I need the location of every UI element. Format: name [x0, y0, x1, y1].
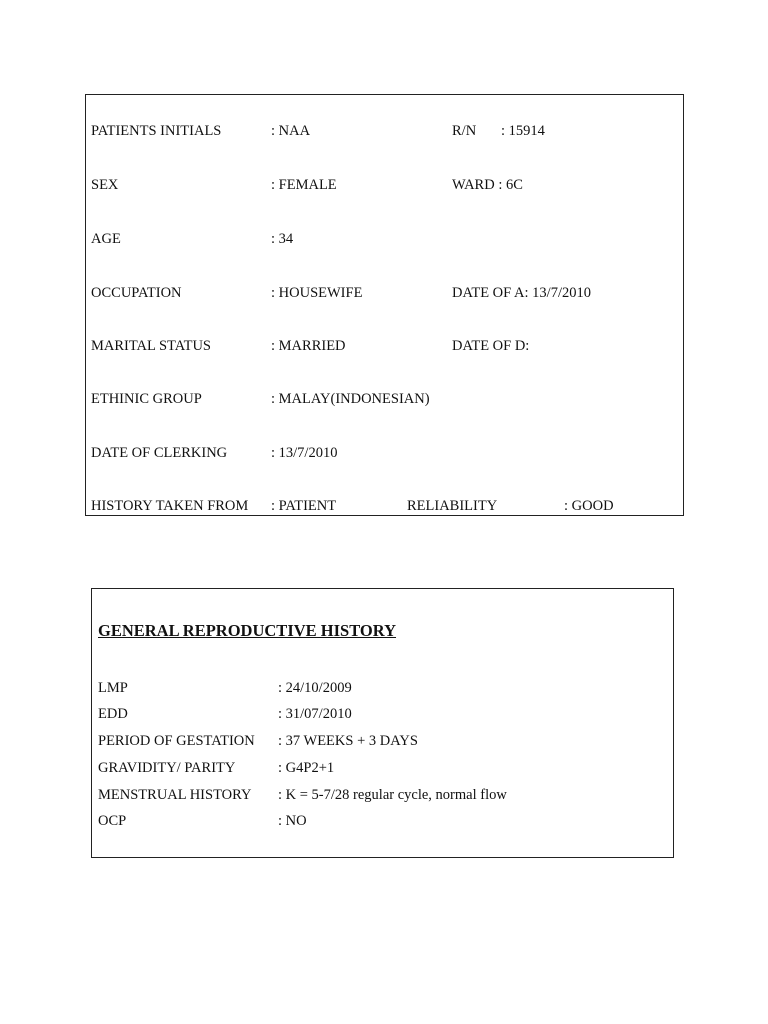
- menstrual-history-value: : K = 5-7/28 regular cycle, normal flow: [278, 787, 507, 803]
- period-of-gestation-label: PERIOD OF GESTATION: [98, 733, 255, 749]
- marital-status-label: MARITAL STATUS: [91, 338, 211, 354]
- rn-label: R/N: [452, 123, 477, 139]
- age-value: : 34: [271, 231, 294, 247]
- date-of-discharge-text: DATE OF D:: [452, 338, 530, 354]
- age-label: AGE: [91, 231, 121, 247]
- gravidity-parity-label: GRAVIDITY/ PARITY: [98, 760, 236, 776]
- marital-status-value: : MARRIED: [271, 338, 346, 354]
- ocp-label: OCP: [98, 813, 127, 829]
- reliability-value: : GOOD: [564, 498, 614, 514]
- history-taken-from-label: HISTORY TAKEN FROM: [91, 498, 249, 514]
- ethnic-group-label: ETHINIC GROUP: [91, 391, 202, 407]
- date-of-clerking-value: : 13/7/2010: [271, 445, 338, 461]
- reproductive-history-box: [91, 588, 674, 858]
- sex-label: SEX: [91, 177, 119, 193]
- reliability-label: RELIABILITY: [407, 498, 498, 514]
- lmp-value: : 24/10/2009: [278, 680, 352, 696]
- occupation-value: : HOUSEWIFE: [271, 285, 363, 301]
- edd-value: : 31/07/2010: [278, 706, 352, 722]
- patients-initials-label: PATIENTS INITIALS: [91, 123, 222, 139]
- period-of-gestation-value: : 37 WEEKS + 3 DAYS: [278, 733, 418, 749]
- patient-details-box: [85, 94, 684, 516]
- menstrual-history-label: MENSTRUAL HISTORY: [98, 787, 252, 803]
- ocp-value: : NO: [278, 813, 307, 829]
- lmp-label: LMP: [98, 680, 128, 696]
- rn-value: : 15914: [501, 123, 545, 139]
- edd-label: EDD: [98, 706, 128, 722]
- reproductive-history-heading: GENERAL REPRODUCTIVE HISTORY: [98, 621, 397, 640]
- sex-value: : FEMALE: [271, 177, 337, 193]
- occupation-label: OCCUPATION: [91, 285, 182, 301]
- date-of-admission-text: DATE OF A: 13/7/2010: [452, 285, 591, 301]
- ethnic-group-value: : MALAY(INDONESIAN): [271, 391, 430, 407]
- gravidity-parity-value: : G4P2+1: [278, 760, 335, 776]
- ward-text: WARD : 6C: [452, 177, 523, 193]
- patients-initials-value: : NAA: [271, 123, 311, 139]
- date-of-clerking-label: DATE OF CLERKING: [91, 445, 228, 461]
- history-taken-from-value: : PATIENT: [271, 498, 337, 514]
